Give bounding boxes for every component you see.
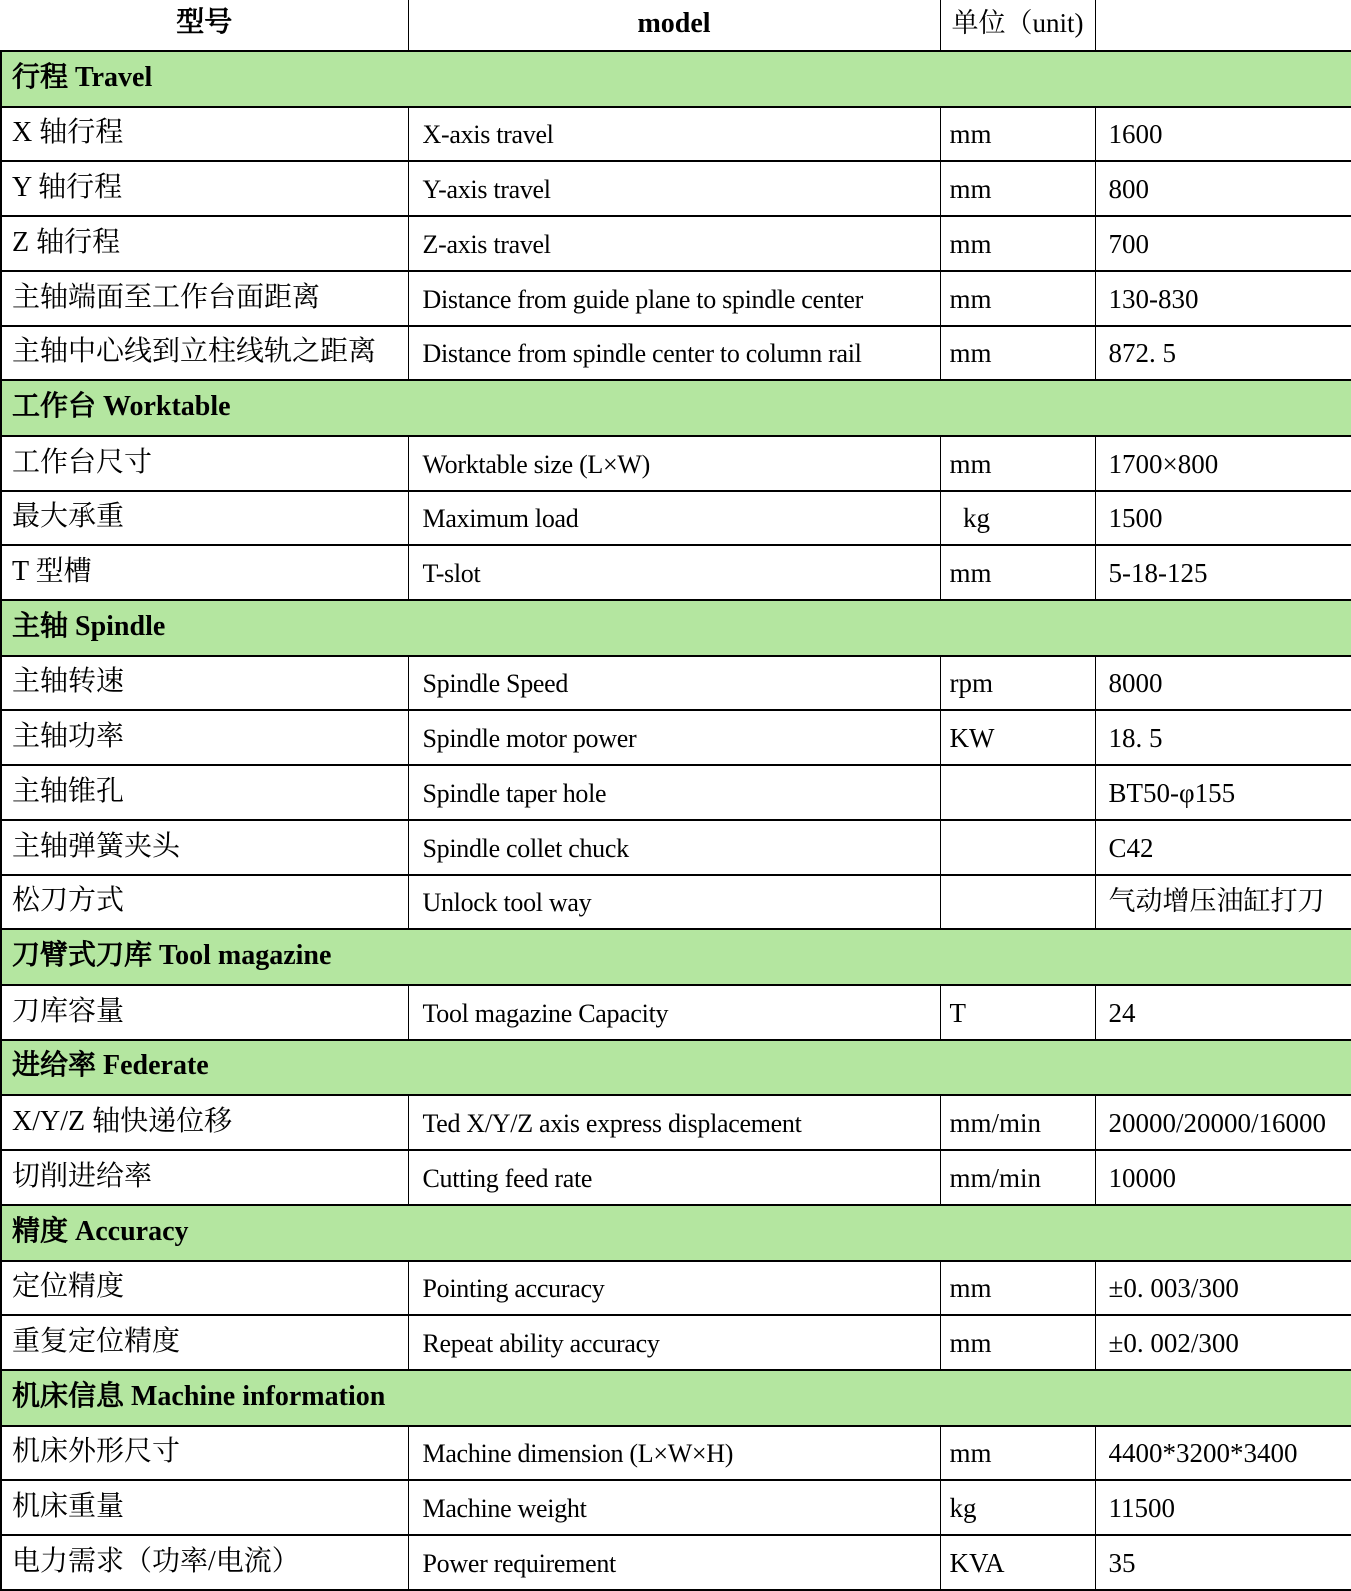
spec-value: 5-18-125	[1095, 545, 1351, 600]
spec-value: 1700×800	[1095, 436, 1351, 491]
spec-name-en: Y-axis travel	[408, 161, 940, 216]
spec-name-cn: 电力需求（功率/电流）	[1, 1535, 408, 1590]
header-unit: 单位（unit)	[940, 0, 1095, 51]
spec-name-en: Spindle Speed	[408, 656, 940, 711]
spec-unit: mm	[940, 1426, 1095, 1481]
spec-name-cn: 机床外形尺寸	[1, 1426, 408, 1481]
spec-row	[1, 1315, 1351, 1370]
spec-unit: rpm	[940, 656, 1095, 711]
section-title: 精度 Accuracy	[1, 1205, 1351, 1261]
spec-name-en: X-axis travel	[408, 107, 940, 162]
section-header-row	[1, 1040, 1351, 1096]
spec-unit: kg	[940, 1480, 1095, 1535]
section-header-row	[1, 1370, 1351, 1426]
spec-name-en: Machine weight	[408, 1480, 940, 1535]
spec-name-en: Power requirement	[408, 1535, 940, 1590]
section-title: 行程 Travel	[1, 51, 1351, 107]
spec-name-cn: 切削进给率	[1, 1150, 408, 1205]
spec-name-en: Distance from guide plane to spindle center	[408, 271, 940, 326]
spec-row	[1, 820, 1351, 875]
spec-name-cn: 主轴弹簧夹头	[1, 820, 408, 875]
spec-name-en: Spindle motor power	[408, 710, 940, 765]
spec-unit: mm	[940, 1261, 1095, 1316]
spec-row	[1, 710, 1351, 765]
spec-name-en: Z-axis travel	[408, 216, 940, 271]
spec-name-cn: 最大承重	[1, 491, 408, 546]
spec-value: 20000/20000/16000	[1095, 1095, 1351, 1150]
spec-unit: mm	[940, 271, 1095, 326]
spec-unit: mm/min	[940, 1095, 1095, 1150]
spec-value: 11500	[1095, 1480, 1351, 1535]
section-header-row	[1, 929, 1351, 985]
spec-row	[1, 1535, 1351, 1590]
spec-unit: T	[940, 985, 1095, 1040]
spec-value: 800	[1095, 161, 1351, 216]
spec-name-en: Cutting feed rate	[408, 1150, 940, 1205]
spec-name-cn: 定位精度	[1, 1261, 408, 1316]
spec-row	[1, 765, 1351, 820]
spec-unit: KVA	[940, 1535, 1095, 1590]
spec-unit: mm/min	[940, 1150, 1095, 1205]
spec-name-en: Ted X/Y/Z axis express displacement	[408, 1095, 940, 1150]
spec-row	[1, 1150, 1351, 1205]
section-header-row	[1, 1205, 1351, 1261]
section-header-row	[1, 600, 1351, 656]
spec-row	[1, 875, 1351, 930]
spec-value: ±0. 003/300	[1095, 1261, 1351, 1316]
spec-name-cn: 机床重量	[1, 1480, 408, 1535]
spec-value: C42	[1095, 820, 1351, 875]
spec-unit: mm	[940, 107, 1095, 162]
spec-value: 10000	[1095, 1150, 1351, 1205]
spec-name-cn: 工作台尺寸	[1, 436, 408, 491]
spec-value: BT50-φ155	[1095, 765, 1351, 820]
spec-value: 1600	[1095, 107, 1351, 162]
spec-unit: mm	[940, 216, 1095, 271]
spec-value: 18. 5	[1095, 710, 1351, 765]
header-model-en: model	[408, 0, 940, 51]
spec-row	[1, 107, 1351, 162]
spec-value: 35	[1095, 1535, 1351, 1590]
spec-value: 1500	[1095, 491, 1351, 546]
spec-name-cn: X/Y/Z 轴快递位移	[1, 1095, 408, 1150]
spec-unit: mm	[940, 161, 1095, 216]
spec-unit: kg	[940, 491, 1095, 546]
spec-name-cn: X 轴行程	[1, 107, 408, 162]
spec-name-en: Spindle collet chuck	[408, 820, 940, 875]
spec-unit: KW	[940, 710, 1095, 765]
spec-name-en: Machine dimension (L×W×H)	[408, 1426, 940, 1481]
spec-value: 130-830	[1095, 271, 1351, 326]
spec-name-en: Distance from spindle center to column rail	[408, 326, 940, 381]
spec-row	[1, 1426, 1351, 1481]
spec-row	[1, 326, 1351, 381]
section-title: 主轴 Spindle	[1, 600, 1351, 656]
spec-name-cn: T 型槽	[1, 545, 408, 600]
spec-table-body	[1, 51, 1351, 1590]
spec-unit	[940, 765, 1095, 820]
spec-name-cn: Z 轴行程	[1, 216, 408, 271]
spec-unit: mm	[940, 326, 1095, 381]
spec-name-en: Worktable size (L×W)	[408, 436, 940, 491]
spec-row	[1, 161, 1351, 216]
spec-row	[1, 1261, 1351, 1316]
spec-name-cn: 主轴转速	[1, 656, 408, 711]
spec-name-cn: 刀库容量	[1, 985, 408, 1040]
section-title: 刀臂式刀库 Tool magazine	[1, 929, 1351, 985]
section-title: 机床信息 Machine information	[1, 1370, 1351, 1426]
spec-name-cn: 重复定位精度	[1, 1315, 408, 1370]
spec-name-cn: 松刀方式	[1, 875, 408, 930]
spec-name-cn: 主轴端面至工作台面距离	[1, 271, 408, 326]
spec-name-en: T-slot	[408, 545, 940, 600]
spec-name-en: Pointing accuracy	[408, 1261, 940, 1316]
spec-unit: mm	[940, 545, 1095, 600]
spec-row	[1, 1095, 1351, 1150]
spec-name-cn: 主轴中心线到立柱线轨之距离	[1, 326, 408, 381]
spec-row	[1, 436, 1351, 491]
spec-unit	[940, 820, 1095, 875]
spec-row	[1, 1480, 1351, 1535]
spec-row	[1, 545, 1351, 600]
spec-name-en: Repeat ability accuracy	[408, 1315, 940, 1370]
section-title: 进给率 Federate	[1, 1040, 1351, 1096]
header-model-cn: 型号	[1, 0, 408, 51]
spec-name-en: Unlock tool way	[408, 875, 940, 930]
spec-value: 气动增压油缸打刀	[1095, 875, 1351, 930]
spec-name-cn: 主轴功率	[1, 710, 408, 765]
spec-name-en: Maximum load	[408, 491, 940, 546]
spec-unit	[940, 875, 1095, 930]
spec-unit: mm	[940, 436, 1095, 491]
section-title: 工作台 Worktable	[1, 380, 1351, 436]
spec-name-cn: Y 轴行程	[1, 161, 408, 216]
spec-value: 700	[1095, 216, 1351, 271]
spec-value: 872. 5	[1095, 326, 1351, 381]
spec-unit: mm	[940, 1315, 1095, 1370]
spec-value: 24	[1095, 985, 1351, 1040]
spec-name-cn: 主轴锥孔	[1, 765, 408, 820]
header-row	[1, 0, 1351, 51]
section-header-row	[1, 380, 1351, 436]
spec-row	[1, 985, 1351, 1040]
section-header-row	[1, 51, 1351, 107]
spec-row	[1, 491, 1351, 546]
spec-name-en: Spindle taper hole	[408, 765, 940, 820]
spec-value: 4400*3200*3400	[1095, 1426, 1351, 1481]
spec-name-en: Tool magazine Capacity	[408, 985, 940, 1040]
spec-row	[1, 216, 1351, 271]
header-value	[1095, 0, 1351, 51]
spec-value: ±0. 002/300	[1095, 1315, 1351, 1370]
spec-value: 8000	[1095, 656, 1351, 711]
spec-row	[1, 271, 1351, 326]
spec-row	[1, 656, 1351, 711]
